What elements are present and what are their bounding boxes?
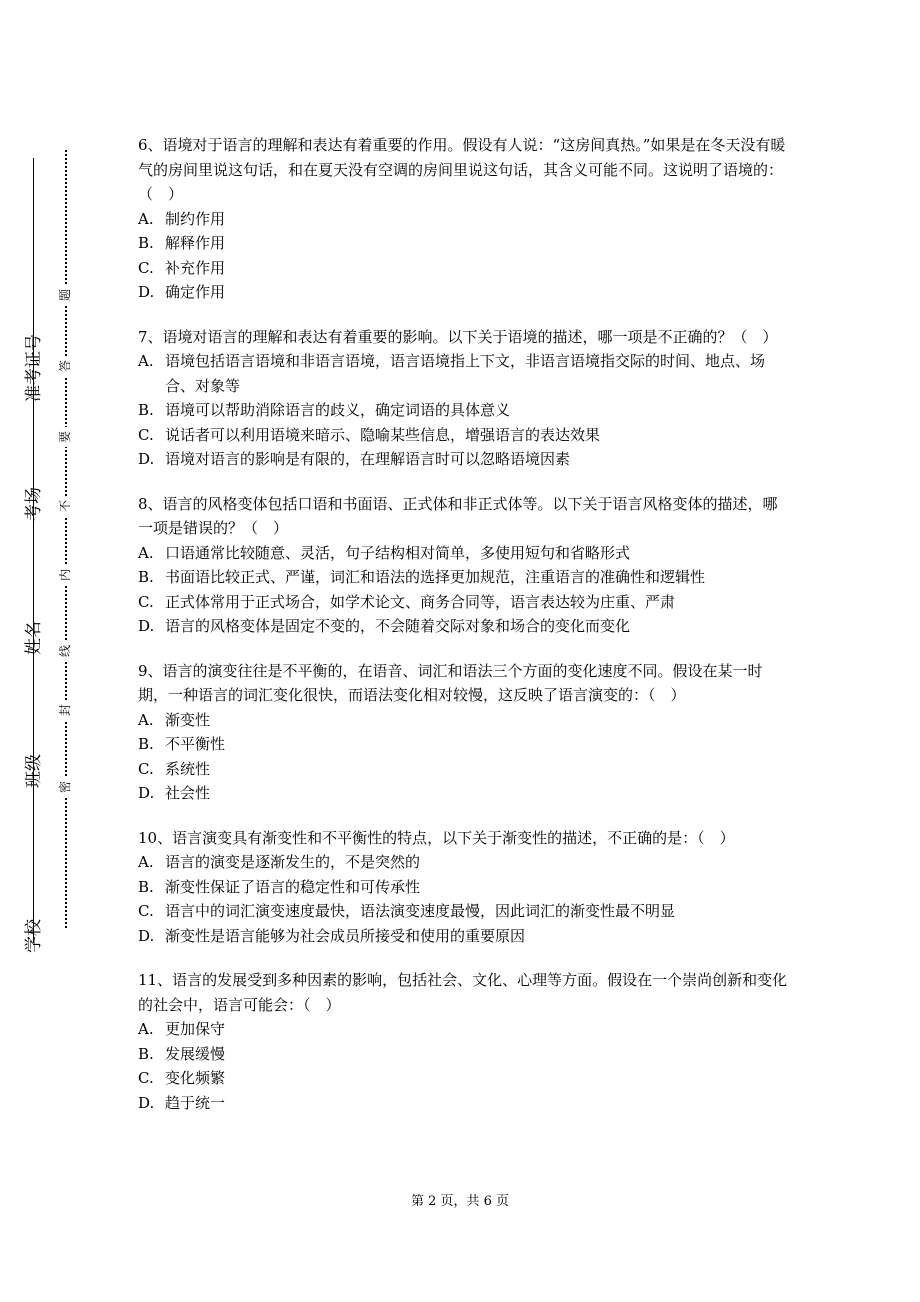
option-d: [138, 1091, 788, 1116]
option-a: [138, 708, 788, 733]
option-text: 口语通常比较随意、灵活，句子结构相对简单，多使用短句和省略形式: [165, 543, 631, 562]
option-text: 语境可以帮助消除语言的歧义，确定词语的具体意义: [165, 401, 511, 419]
option-letter: D.: [138, 1093, 155, 1112]
option-text: 确定作用: [165, 283, 226, 301]
option-a: [138, 207, 788, 232]
seal-char: 要: [55, 427, 75, 447]
seal-char: 题: [55, 285, 75, 305]
question-stem: 6、语境对于语言的理解和表达有着重要的作用。假设有人说：“这房间真热。”如果是在冬天没有暖气的房间里说这句话，和在夏天没有空调的房间里说这句话，其含义可能不同。这说明了语境的：（ ）: [138, 136, 786, 203]
exam-room-field-label: 考场: [24, 487, 44, 521]
option-text: 社会性: [165, 784, 211, 802]
question-stem: 8、语言的风格变体包括口语和书面语、正式体和非正式体等。以下关于语言风格变体的描述，哪一项是错误的？（ ）: [138, 494, 778, 537]
option-b: [138, 565, 788, 590]
school-field-label: 学校: [24, 919, 44, 953]
option-text: 发展缓慢: [165, 1044, 226, 1063]
question-11: [138, 968, 788, 1115]
option-d: [138, 614, 788, 639]
option-text: 渐变性是语言能够为社会成员所接受和使用的重要原因: [165, 926, 526, 945]
option-text: 更加保守: [165, 1020, 226, 1038]
option-text: 制约作用: [165, 209, 226, 228]
option-c: [138, 256, 788, 281]
option-text: 书面语比较正式、严谨，词汇和语法的选择更加规范，注重语言的准确性和逻辑性: [165, 568, 706, 586]
option-letter: D.: [138, 450, 155, 468]
option-a: [138, 850, 788, 875]
option-letter: C.: [138, 258, 154, 277]
option-letter: A.: [138, 1020, 154, 1038]
option-letter: A.: [138, 352, 154, 370]
option-b: [138, 231, 788, 256]
option-text: 语境对语言的影响是有限的，在理解语言时可以忽略语境因素: [165, 450, 571, 468]
option-text: 语境包括语言语境和非语言语境，语言语境指上下文，非语言语境指交际的时间、地点、场合、对象等: [165, 352, 766, 395]
option-letter: D.: [138, 617, 155, 635]
seal-char: 密: [55, 777, 75, 797]
seal-char: 线: [55, 641, 75, 661]
binding-solid-line: [33, 158, 34, 943]
option-text: 变化频繁: [165, 1069, 226, 1087]
option-text: 补充作用: [165, 258, 226, 277]
option-b: [138, 1042, 788, 1067]
option-letter: C.: [138, 759, 154, 778]
question-stem: 7、语境对语言的理解和表达有着重要的影响。以下关于语境的描述，哪一项是不正确的？（ ）: [138, 327, 778, 346]
option-letter: A.: [138, 543, 154, 562]
option-c: [138, 423, 788, 448]
option-b: [138, 398, 788, 423]
option-d: [138, 447, 788, 472]
option-a: [138, 349, 788, 398]
option-a: [138, 1017, 788, 1042]
seal-char: 不: [55, 496, 75, 516]
option-c: [138, 757, 788, 782]
option-letter: A.: [138, 710, 154, 729]
option-d: [138, 280, 788, 305]
seal-char: 封: [55, 700, 75, 720]
option-letter: B.: [138, 1044, 154, 1063]
name-field-label: 姓名: [24, 621, 44, 655]
question-list: [138, 133, 788, 1135]
seal-char: 内: [55, 565, 75, 585]
class-field-label: 班级: [24, 754, 44, 788]
admission-number-field-label: 准考证号: [24, 334, 44, 402]
option-text: 说话者可以利用语境来暗示、隐喻某些信息，增强语言的表达效果: [165, 425, 601, 444]
binding-margin: [0, 0, 110, 1302]
option-text: 解释作用: [165, 234, 226, 252]
option-b: [138, 732, 788, 757]
option-text: 语言的演变是逐渐发生的，不是突然的: [165, 853, 421, 871]
option-letter: B.: [138, 877, 154, 896]
option-text: 语言的风格变体是固定不变的，不会随着交际对象和场合的变化而变化: [165, 617, 631, 635]
option-letter: C.: [138, 425, 154, 444]
option-letter: B.: [138, 401, 154, 419]
page-number: 第 2 页，共 6 页: [410, 1194, 510, 1209]
option-text: 趋于统一: [165, 1093, 226, 1112]
option-d: [138, 924, 788, 949]
option-a: [138, 541, 788, 566]
question-8: [138, 492, 788, 639]
option-letter: B.: [138, 735, 154, 753]
question-stem: 10、语言演变具有渐变性和不平衡性的特点，以下关于渐变性的描述，不正确的是：（ ）: [138, 828, 735, 847]
question-10: [138, 826, 788, 949]
question-6: [138, 133, 788, 305]
option-letter: A.: [138, 209, 154, 228]
question-7: [138, 325, 788, 472]
question-stem: 9、语言的演变往往是不平衡的，在语音、词汇和语法三个方面的变化速度不同。假设在某一时期，一种语言的词汇变化很快，而语法变化相对较慢，这反映了语言演变的：（ ）: [138, 661, 763, 704]
option-letter: B.: [138, 234, 154, 252]
option-c: [138, 590, 788, 615]
option-letter: C.: [138, 1069, 154, 1087]
option-b: [138, 875, 788, 900]
option-letter: B.: [138, 568, 154, 586]
option-text: 语言中的词汇演变速度最快，语法演变速度最慢，因此词汇的渐变性最不明显: [165, 902, 676, 920]
option-c: [138, 1066, 788, 1091]
option-d: [138, 781, 788, 806]
option-text: 不平衡性: [165, 735, 226, 753]
option-letter: C.: [138, 592, 154, 611]
option-letter: A.: [138, 853, 154, 871]
option-text: 渐变性保证了语言的稳定性和可传承性: [165, 877, 421, 896]
question-9: [138, 659, 788, 806]
option-text: 正式体常用于正式场合，如学术论文、商务合同等，语言表达较为庄重、严肃: [165, 592, 676, 611]
option-letter: D.: [138, 784, 155, 802]
option-text: 系统性: [165, 759, 211, 778]
option-letter: D.: [138, 283, 155, 301]
option-text: 渐变性: [165, 710, 211, 729]
option-c: [138, 899, 788, 924]
option-letter: D.: [138, 926, 155, 945]
binding-dotted-line: [65, 150, 67, 928]
seal-char: 答: [55, 356, 75, 376]
option-letter: C.: [138, 902, 154, 920]
question-stem: 11、语言的发展受到多种因素的影响，包括社会、文化、心理等方面。假设在一个崇尚创新和变化的社会中，语言可能会：（ ）: [138, 971, 788, 1014]
